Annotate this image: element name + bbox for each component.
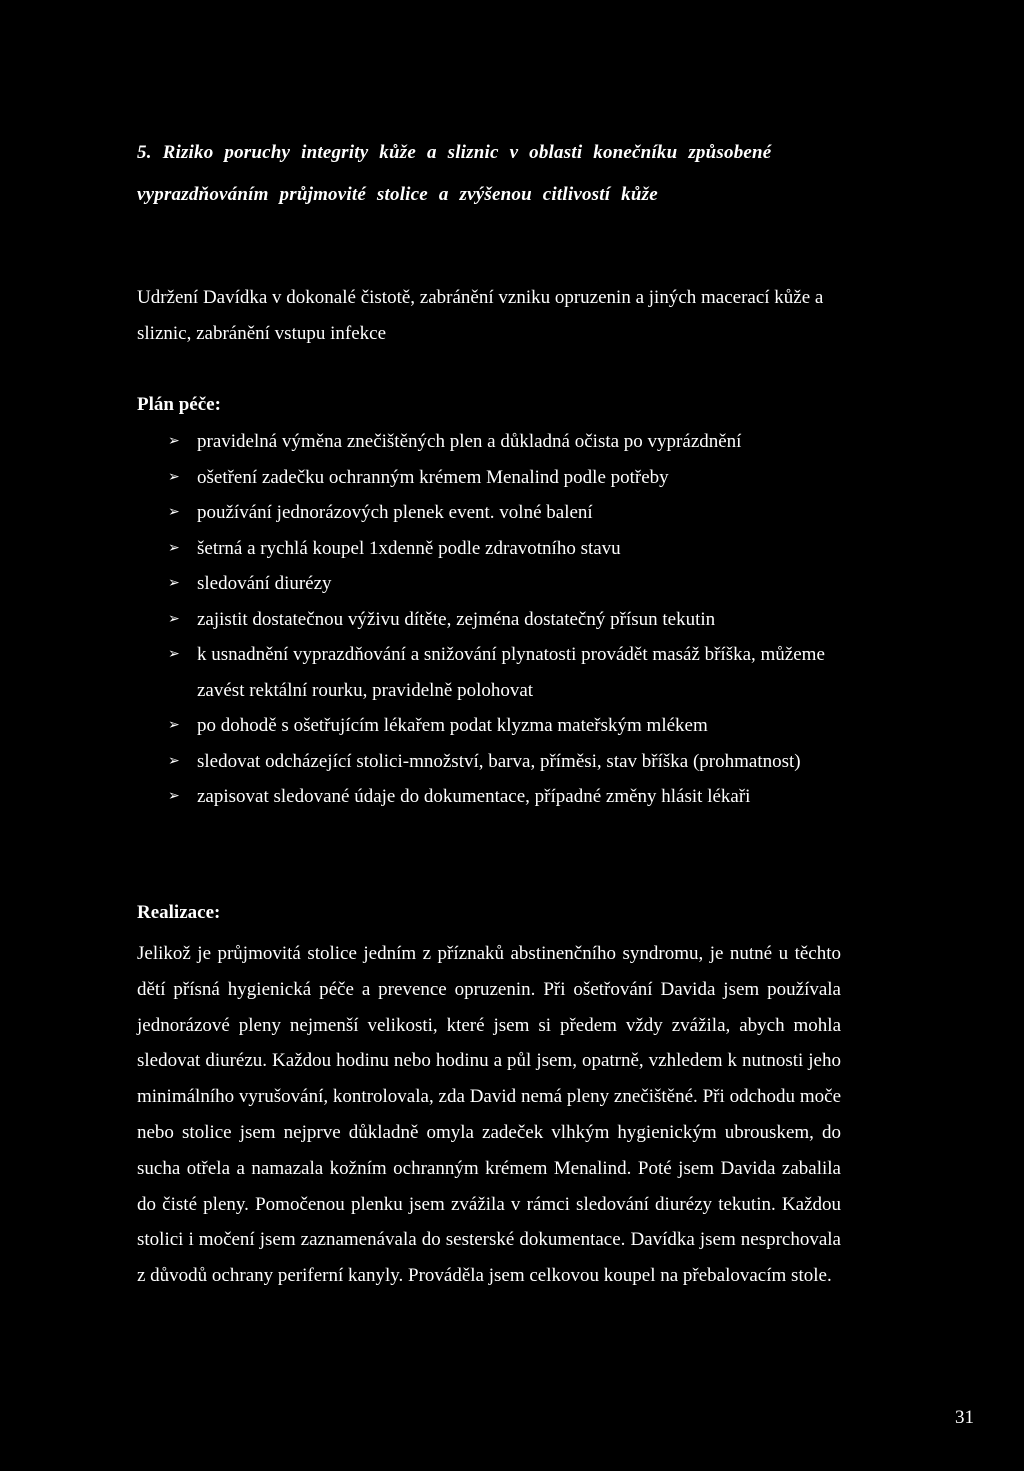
list-item — [137, 708, 857, 744]
plan-label: Plán péče: — [137, 394, 221, 415]
list-item-text: k usnadnění vyprazdňování a snižování plynatosti provádět masáž bříška, můžeme zavést rektální rourku, pravidelně polohovat — [197, 644, 825, 701]
list-item — [137, 602, 857, 638]
list-item — [137, 637, 857, 708]
list-item-text: ošetření zadečku ochranným krémem Menalind podle potřeby — [197, 466, 669, 488]
arrowhead-bullet-icon: ➢ — [168, 717, 180, 733]
care-goal: Udržení Davídka v dokonalé čistotě, zabránění vzniku opruzenin a jiných macerací kůže a sliznic, zabránění vstupu infekce — [137, 287, 824, 344]
list-item — [137, 744, 857, 780]
list-item-text: šetrná a rychlá koupel 1xdenně podle zdravotního stavu — [197, 537, 621, 559]
list-item — [137, 779, 857, 815]
realization-paragraph: Jelikož je průjmovitá stolice jedním z příznaků abstinenčního syndromu, je nutné u těchto dětí přísná hygienická péče a prevence opruzenin. Při ošetřování Davida jsem používala jednorázové pleny nejmenší velikosti, které jsem si předem vždy zvážila, abych mohla sledovat diurézu. Každou hodinu nebo hodinu a půl jsem, opatrně, vzhledem k nutnosti jeho minimálního vyrušování, kontrolovala, zda David nemá pleny znečištěné. Při odchodu moče nebo stolice jsem nejprve důkladně omyla zadeček vlhkým hygienickým ubrouskem, do sucha otřela a namazala kožním ochranným krémem Menalind. Poté jsem Davida zabalila do čisté pleny. Pomočenou plenku jsem zvážila v rámci sledování diurézy tekutin. Každou stolici i močení jsem zaznamenávala do sesterské dokumentace. Davídka jsem nesprchovala z důvodů ochrany periferní kanyly. Prováděla jsem celkovou koupel na přebalovacím stole. — [137, 943, 841, 1287]
list-item-text: sledování diurézy — [197, 573, 332, 594]
arrowhead-bullet-icon: ➢ — [168, 610, 180, 627]
page-number: 31 — [955, 1407, 974, 1428]
list-item-text: používání jednorázových plenek event. volné balení — [197, 502, 593, 523]
list-item — [137, 460, 857, 496]
arrowhead-bullet-icon: ➢ — [168, 752, 180, 769]
list-item-text: zapisovat sledované údaje do dokumentace, případné změny hlásit lékaři — [197, 786, 751, 807]
arrowhead-bullet-icon: ➢ — [168, 539, 180, 556]
plan-list — [137, 424, 857, 815]
arrowhead-bullet-icon: ➢ — [168, 468, 180, 485]
list-item-text: zajistit dostatečnou výživu dítěte, zejména dostatečný přísun tekutin — [197, 608, 716, 630]
realization-label: Realizace: — [137, 902, 221, 923]
list-item-text: sledovat odcházející stolici-množství, barva, příměsi, stav bříška (prohmatnost) — [197, 750, 801, 772]
arrowhead-bullet-icon: ➢ — [168, 646, 180, 662]
list-item — [137, 495, 857, 531]
arrowhead-bullet-icon: ➢ — [168, 433, 180, 449]
arrowhead-bullet-icon: ➢ — [168, 788, 180, 804]
list-item-text: po dohodě s ošetřujícím lékařem podat klyzma mateřským mlékem — [197, 715, 708, 736]
list-item-text: pravidelná výměna znečištěných plen a důkladná očista po vyprázdnění — [197, 431, 742, 452]
list-item — [137, 566, 857, 602]
arrowhead-bullet-icon: ➢ — [168, 504, 180, 520]
section-heading: 5. Riziko poruchy integrity kůže a sliznic v oblasti konečníku způsobené vyprazdňováním průjmovité stolice a zvýšenou citlivostí kůže — [137, 142, 772, 205]
list-item — [137, 531, 857, 567]
arrowhead-bullet-icon: ➢ — [168, 575, 180, 591]
list-item — [137, 424, 857, 460]
